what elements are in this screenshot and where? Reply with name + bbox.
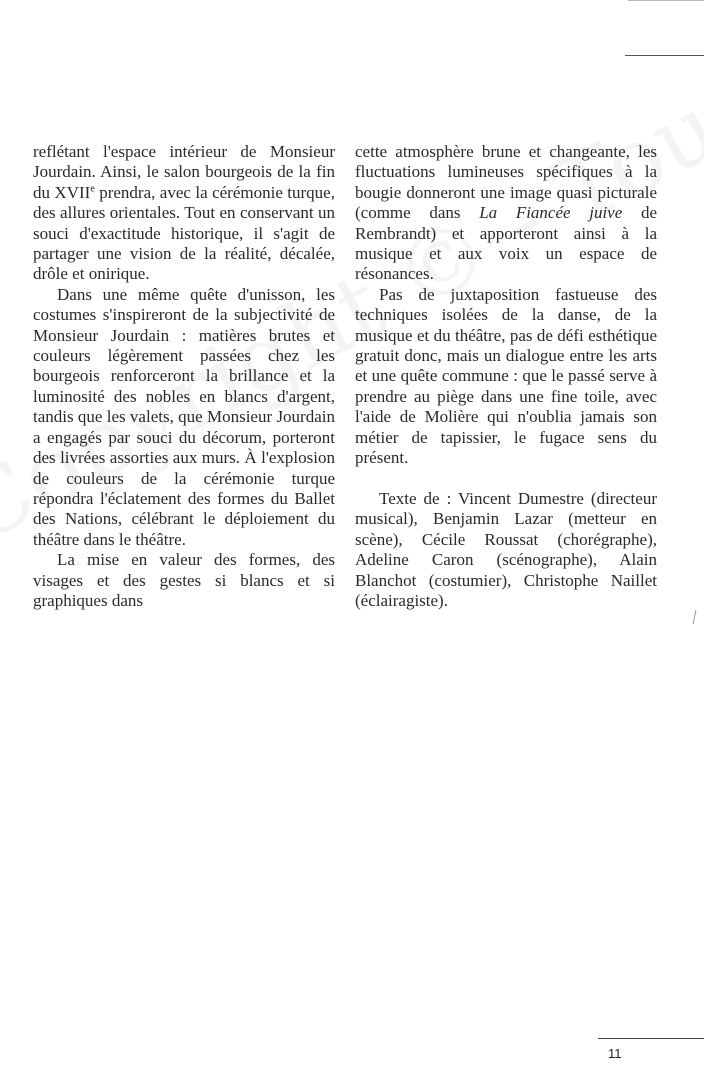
century-superscript: e [90, 183, 95, 195]
left-p1-text-a: reflétant l'espace intérieur de Monsieur Jourdain. Ainsi, le salon bourgeois de la fin du XVII [33, 142, 335, 202]
right-column [355, 142, 657, 611]
left-paragraph-3: La mise en valeur des formes, des visages et des gestes si blancs et si graphiques dans [33, 550, 335, 610]
left-column [33, 142, 335, 611]
right-p1-text-a: cette atmosphère brune et changeante, les fluctuations lumineuses spécifiques à la bougie donneront une image quasi picturale (comme dans [355, 142, 657, 223]
left-paragraph-1 [33, 142, 335, 285]
right-paragraph-2: Pas de juxtaposition fastueuse des techniques isolées de la danse, de la musique et du théâtre, pas de défi esthétique gratuit donc, mais un dialogue entre les arts et une quête commune : que le passé serve à prendre au piège dans une fine toile, avec l'aide de Molière qui n'oublia jamais son métier de tapissier, le fugace sens du présent. [355, 284, 657, 468]
margin-mark [693, 610, 697, 624]
credits-paragraph: Texte de : Vincent Dumestre (directeur musical), Benjamin Lazar (metteur en scène), Cécile Roussat (chorégraphe), Adeline Caron (scénographe), Alain Blanchot (costumier), Christophe Naillet (éclairagiste). [355, 488, 657, 610]
right-paragraph-1 [355, 142, 657, 285]
right-p1-text-b: de Rembrandt) et apporteront ainsi à la musique et aux voix un espace de résonances. [355, 203, 657, 284]
footer-rule [598, 1038, 704, 1039]
top-edge-line [628, 0, 704, 1]
page-number: 11 [608, 1046, 622, 1061]
top-rule [625, 55, 704, 56]
left-p1-text-b: prendra, avec la cérémonie turque, des allures orientales. Tout en conservant un souci d'exactitude historique, il s'agit de partager une vision de la réalité, décalée, drôle et onirique. [33, 182, 335, 284]
left-paragraph-2: Dans une même quête d'unisson, les costumes s'inspireront de la subjectivité de Monsieur Jourdain : matières brutes et couleurs légèrement passées chez les bourgeois renforceront la brillance et la luminosité des nobles en blancs d'argent, tandis que les valets, que Monsieur Jourdain a engagés par souci du décorum, porteront des livrées assorties aux murs. À l'explosion de couleurs de la cérémonie turque répondra l'éclatement des formes du Ballet des Nations, célébrant le déploiement du théâtre dans le théâtre. [33, 284, 335, 549]
painting-title: La Fiancée juive [479, 203, 623, 223]
